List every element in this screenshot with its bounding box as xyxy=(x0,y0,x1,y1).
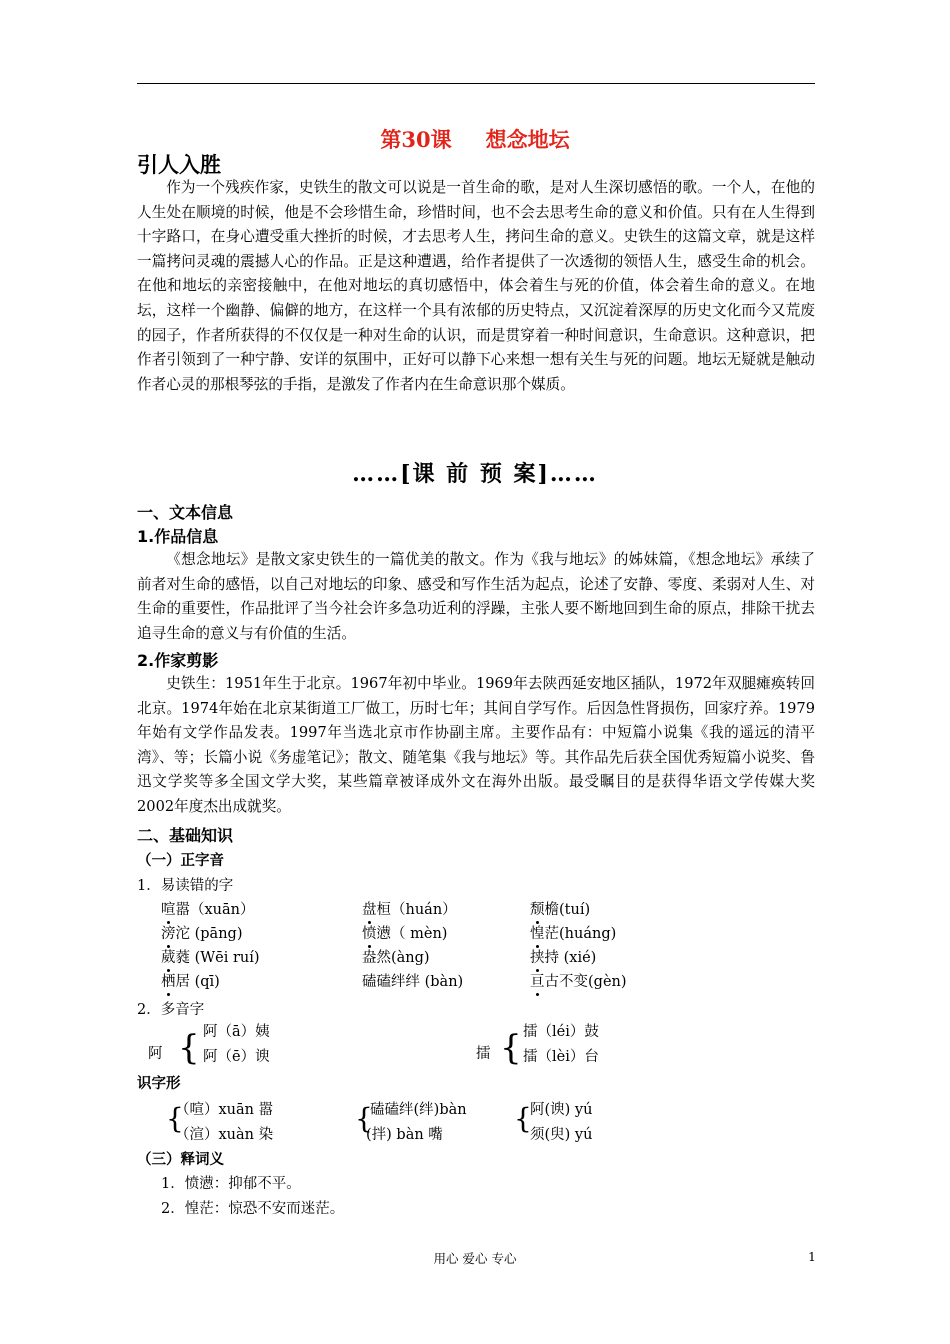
shape-item: (拌) bàn 嘴 xyxy=(366,1127,443,1143)
page-number: 1 xyxy=(808,1249,816,1264)
word-item: 喧嚣（xuān） xyxy=(161,898,255,919)
polyphone-reading: 阿（ē）谀 xyxy=(203,1049,270,1065)
part2-heading: 二、基础知识 xyxy=(137,826,234,845)
author-heading: 2.作家剪影 xyxy=(137,651,219,670)
brace-icon: { xyxy=(500,1028,522,1068)
misread-heading: 1．易读错的字 xyxy=(137,878,234,894)
polyphone-reading: 阿（ā）姨 xyxy=(203,1024,270,1040)
works-paragraph: 《想念地坛》是散文家史铁生的一篇优美的散文。作为《我与地坛》的姊妹篇，《想念地坛》承续了前者对生命的感悟，以自己对地坛的印象、感受和写作生活为起点，论述了安静、零度、柔弱对人生、对生命的重要性，作品批评了当今社会许多急功近利的浮躁，主张人要不断地回到生命的原点，排除干扰去追寻生命的意义与有价值的生活。 xyxy=(137,551,815,642)
author-paragraph: 史铁生：1951年生于北京。1967年初中毕业。1969年去陕西延安地区插队，1972年双腿瘫痪转回北京。1974年始在北京某街道工厂做工，历时七年；其间自学写作。后因急性肾损伤，回家疗养。1979年始有文学作品发表。1997年当选北京市作协副主席。主要作品有：中短篇小说集《我的遥远的清平湾》、等；长篇小说《务虚笔记》；散文、随笔集《我与地坛》等。其作品先后获全国优秀短篇小说奖、鲁迅文学奖等多全国文学大奖，某些篇章被译成外文在海外出版。最受瞩目的是获得华语文学传媒大奖2002年度杰出成就奖。 xyxy=(137,675,815,815)
header-rule xyxy=(137,83,815,84)
word-item: 盎然(àng) xyxy=(362,950,430,966)
polyphone-char-lei: 擂 xyxy=(476,1046,491,1062)
brace-icon: { xyxy=(178,1028,200,1068)
footer-text: 用心 爱心 专心 xyxy=(433,1251,517,1266)
polyphone-heading: 2．多音字 xyxy=(137,1002,205,1018)
works-heading: 1.作品信息 xyxy=(137,527,219,546)
word-item: 磕磕绊绊 (bàn) xyxy=(362,974,464,990)
word-item: 葳蕤 (Wēi ruí) xyxy=(161,946,260,967)
brace-icon: { xyxy=(355,1102,373,1135)
lesson-name: 想念地坛 xyxy=(485,127,570,152)
intro-heading: 引人入胜 xyxy=(137,153,221,177)
word-item: 挟持 (xié) xyxy=(530,946,596,967)
brace-icon: { xyxy=(514,1102,532,1135)
polyphone-char-a: 阿 xyxy=(148,1046,163,1062)
polyphone-reading: 擂（lèi）台 xyxy=(523,1049,599,1065)
shape-item: （渲）xuàn 染 xyxy=(175,1127,274,1143)
word-item: 颓檐(tuí) xyxy=(530,898,590,919)
word-item: 亘古不变(gèn) xyxy=(530,970,627,991)
part1-heading: 一、文本信息 xyxy=(137,503,234,522)
word-item: 滂沱 (pāng) xyxy=(161,922,242,943)
polyphone-reading: 擂（léi）鼓 xyxy=(523,1024,599,1040)
section-title: ……[课 前 预 案]…… xyxy=(352,461,598,487)
word-item: 栖居 (qī) xyxy=(161,970,220,991)
shape-item: （喧）xuān 嚣 xyxy=(175,1102,274,1118)
shape-heading: 识字形 xyxy=(137,1075,181,1092)
shape-item: 须(臾) yú xyxy=(530,1127,593,1143)
word-item: 盘桓（huán） xyxy=(362,898,457,919)
word-item: 惶茫(huáng) xyxy=(530,922,616,943)
lesson-number: 第30课 xyxy=(380,127,452,152)
definition-item: 2．惶茫：惊恐不安而迷茫。 xyxy=(161,1201,345,1217)
brace-icon: { xyxy=(166,1102,184,1135)
intro-paragraph: 作为一个残疾作家，史铁生的散文可以说是一首生命的歌，是对人生深切感悟的歌。一个人，在他的人生处在顺境的时候，他是不会珍惜生命，珍惜时间，也不会去思考生命的意义和价值。只有在人生得到十字路口，在身心遭受重大挫折的时候，才去思考人生，拷问生命的意义。史铁生的这篇文章，就是这样一篇拷问灵魂的震撼人心的作品。正是这种遭遇，给作者提供了一次透彻的领悟人生，感受生命的机会。在他和地坛的亲密接触中，在他对地坛的真切感悟中，体会着生与死的价值，体会着生命的意义。在地坛，这样一个幽静、偏僻的地方，在这样一个具有浓郁的历史特点，又沉淀着深厚的历史文化而今又荒废的园子，作者所获得的不仅仅是一种对生命的认识，而是贯穿着一种时间意识，生命意识。这种意识，把作者引领到了一种宁静、安详的氛围中，正好可以静下心来想一想有关生与死的问题。地坛无疑就是触动作者心灵的那根琴弦的手指，是激发了作者内在生命意识那个媒质。 xyxy=(137,179,815,393)
word-item: 愤懑（ mèn) xyxy=(362,922,447,943)
shape-item: 阿(谀) yú xyxy=(530,1102,593,1118)
pronunciation-heading: （一）正字音 xyxy=(137,852,224,869)
definition-item: 1．愤懑：抑郁不平。 xyxy=(161,1176,301,1192)
shape-item: 磕磕绊(绊)bàn xyxy=(370,1102,467,1118)
definition-heading: （三）释词义 xyxy=(137,1151,224,1168)
